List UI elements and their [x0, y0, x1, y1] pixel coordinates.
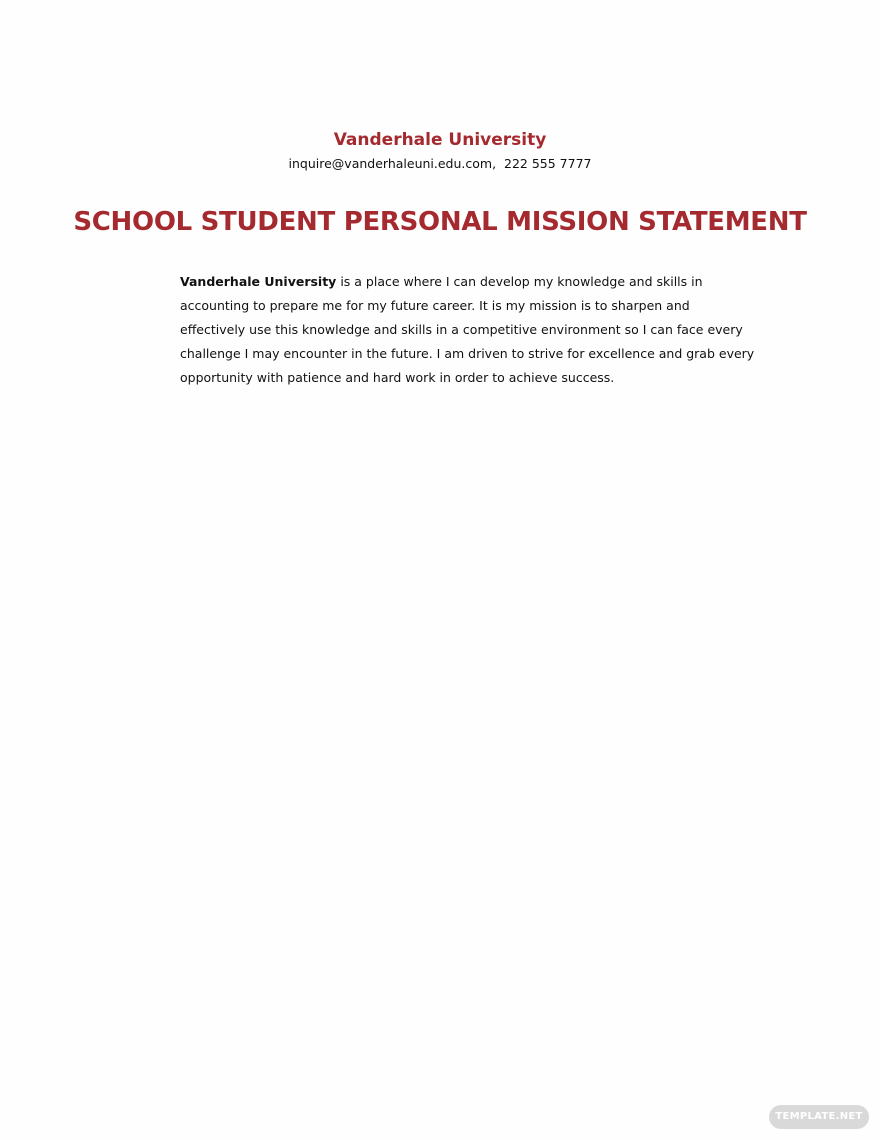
body-line-1-text: is a place where I can develop my knowledge and skills in: [336, 274, 703, 289]
letterhead: [0, 128, 880, 174]
contact-separator: ,: [492, 156, 504, 171]
body-line-5: opportunity with patience and hard work in order to achieve success.: [180, 370, 615, 385]
contact-email: inquire@vanderhaleuni.edu.com: [288, 156, 493, 171]
body-line-1: [180, 270, 720, 294]
body-line-2: accounting to prepare me for my future career. It is my mission is to sharpen and: [180, 298, 690, 313]
contact-line: [0, 154, 880, 174]
document-title: SCHOOL STUDENT PERSONAL MISSION STATEMENT: [73, 207, 807, 237]
template-watermark: TEMPLATE.NET: [769, 1105, 869, 1129]
mission-statement-body: [180, 270, 755, 390]
body-lead-bold: Vanderhale University: [180, 274, 337, 289]
organization-name: Vanderhale University: [333, 130, 547, 150]
body-line-3: effectively use this knowledge and skills in a competitive environment so I can face every: [180, 322, 743, 337]
body-line-4: challenge I may encounter in the future. I am driven to strive for excellence and grab every: [180, 346, 755, 361]
contact-phone: 222 555 7777: [504, 156, 592, 171]
